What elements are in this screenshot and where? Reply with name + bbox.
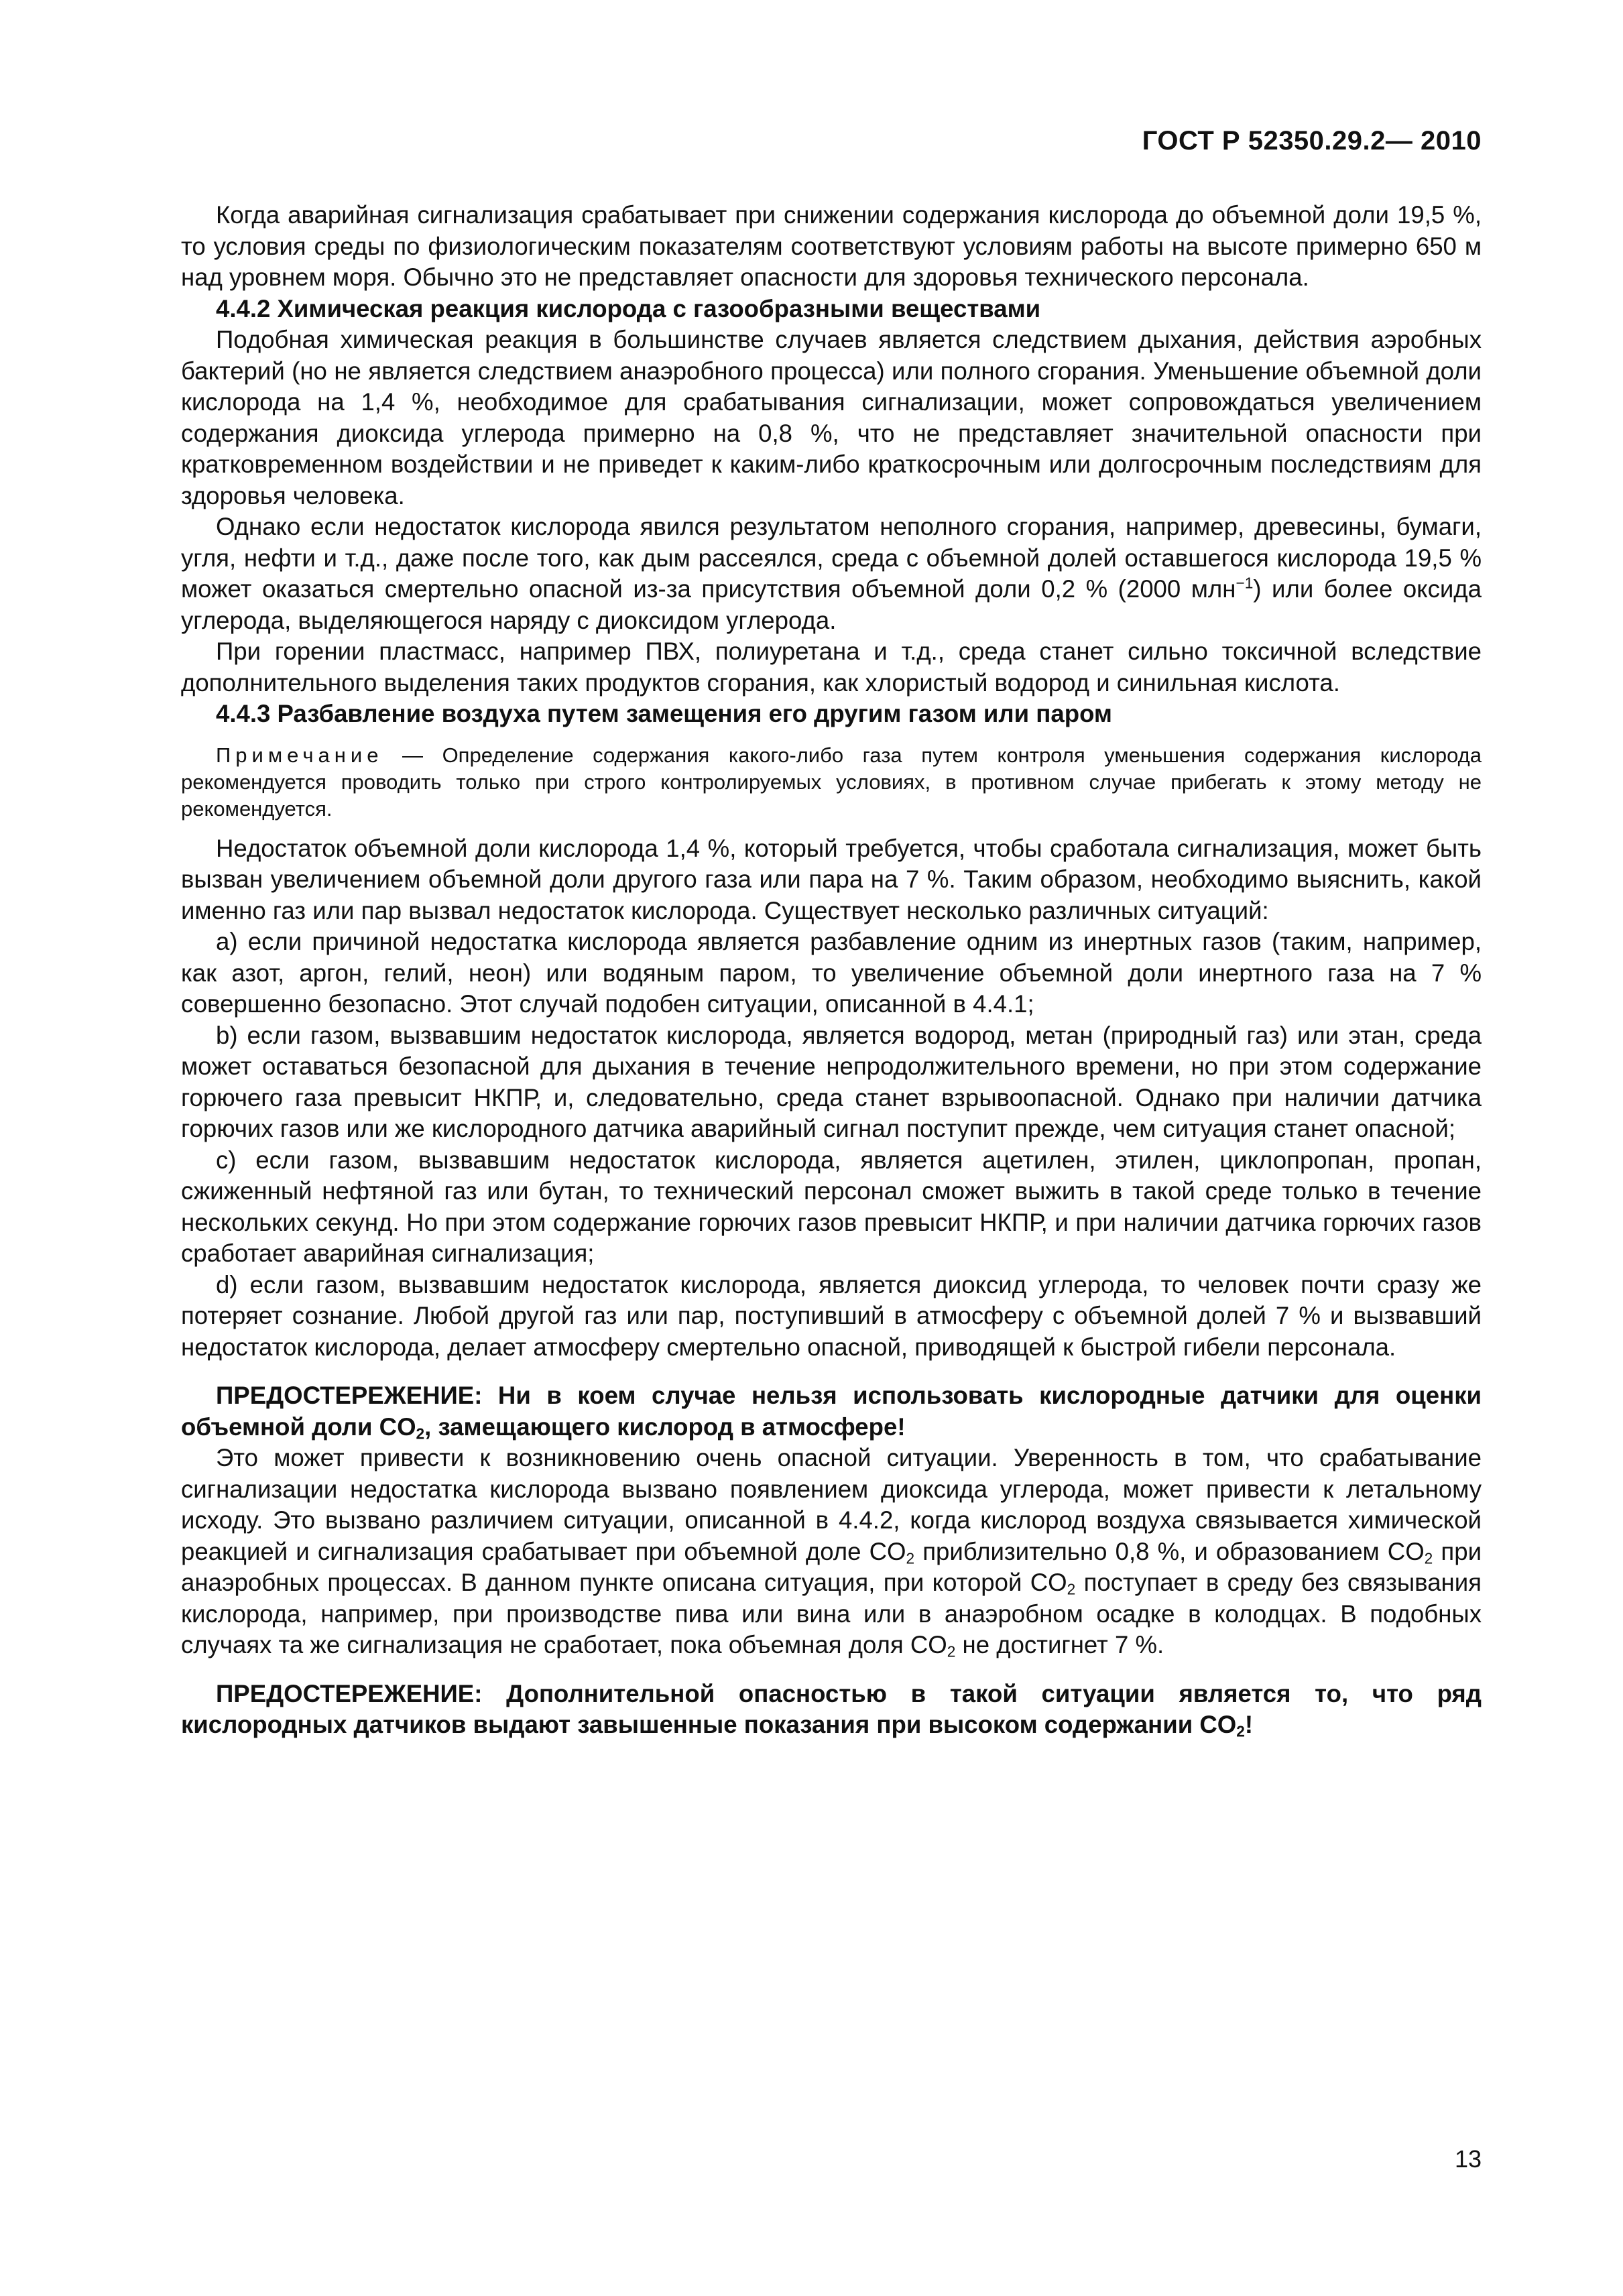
text-run: ПРЕДОСТЕРЕЖЕНИЕ: Дополнительной опасностью в такой ситуации является то, что ряд кислородных датчиков выдают завышенные показания при высоком содержании CO xyxy=(181,1679,1482,1738)
text-run: поступает в среду без связывания кислорода, например, при производстве пива или вина или в анаэробном осадке в колодцах. В подобных случаях та же сигнализация не сработает, пока объемная доля CO xyxy=(181,1569,1482,1658)
paragraph-incomplete-combustion xyxy=(181,511,1482,636)
paragraph-dangerous-situation xyxy=(181,1443,1482,1661)
paragraph-plastics-combustion: При горении пластмасс, например ПВХ, полиуретана и т.д., среда станет сильно токсичной вследствие дополнительного выделения таких продуктов сгорания, как хлористый водород и синильная кислота. xyxy=(181,638,1482,697)
note xyxy=(181,742,1482,823)
subscript: 2 xyxy=(416,1425,425,1443)
page-header-standard: ГОСТ Р 52350.29.2— 2010 xyxy=(1142,126,1482,156)
warning-co2-sensors xyxy=(181,1380,1482,1443)
paragraph-oxygen-alarm: Когда аварийная сигнализация срабатывает при снижении содержания кислорода до объемной доли 19,5 %, то условия среды по физиологическим показателям соответствуют условиям работы на высоте примерно 650 м над уровнем моря. Обычно это не представляет опасности для здоровья технического персонала. xyxy=(181,201,1482,291)
body-text xyxy=(181,200,1482,1741)
text-run: ПРЕДОСТЕРЕЖЕНИЕ: Ни в коем случае нельзя использовать кислородные датчики для оценки объемной доли CO xyxy=(181,1382,1482,1441)
note-text: — Определение содержания какого-либо газа путем контроля уменьшения содержания кислорода рекомендуется проводить только при строго контролируемых условиях, в противном случае прибегать к этому методу не рекомендуется. xyxy=(181,743,1482,821)
subscript: 2 xyxy=(1236,1722,1245,1740)
text-run: приблизительно 0,8 %, и образованием CO xyxy=(914,1537,1425,1565)
list-item-a: a) если причиной недостатка кислорода является разбавление одним из инертных газов (таким, например, как азот, аргон, гелий, неон) или водяным паром, то увеличение объемной доли инертного газа на 7 % совершенно безопасно. Этот случай подобен ситуации, описанной в 4.4.1; xyxy=(181,928,1482,1018)
subscript: 2 xyxy=(906,1549,915,1567)
text-run: Однако если недостаток кислорода явился результатом неполного сгорания, например, древесины, бумаги, угля, нефти и т.д., даже после того, как дым рассеялся, среда с объемной долей оставшегося кислорода 19,5 % может оказаться смертельно опасной из-за присутствия объемной доли 0,2 % (2000 млн xyxy=(181,513,1482,603)
section-heading-4-4-2: 4.4.2 Химическая реакция кислорода с газообразными веществами xyxy=(216,294,1041,322)
paragraph-oxygen-deficit: Недостаток объемной доли кислорода 1,4 %, который требуется, чтобы сработала сигнализация, может быть вызван увеличением объемной доли другого газа или пара на 7 %. Таким образом, необходимо выяснить, какой именно газ или пар вызвал недостаток кислорода. Существует несколько различных ситуаций: xyxy=(181,834,1482,924)
warning-sensor-overreading xyxy=(181,1679,1482,1741)
list-item-d: d) если газом, вызвавшим недостаток кислорода, является диоксид углерода, то человек почти сразу же потеряет сознание. Любой другой газ или пар, поступивший в атмосферу с объемной долей 7 % и вызвавший недостаток кислорода, делает атмосферу смертельно опасной, приводящей к быстрой гибели персонала. xyxy=(181,1270,1482,1361)
text-run: , замещающего кислород в атмосфере! xyxy=(424,1412,906,1441)
page-number: 13 xyxy=(1454,2145,1482,2173)
subscript: 2 xyxy=(947,1642,956,1660)
text-run: не достигнет 7 %. xyxy=(955,1631,1164,1658)
list-item-b: b) если газом, вызвавшим недостаток кислорода, является водород, метан (природный газ) или этан, среда может оставаться безопасной для дыхания в течение непродолжительного времени, но при этом содержание горючего газа превысит НКПР, и, следовательно, среда станет взрывоопасной. Однако при наличии датчика горючих газов или же кислородного датчика аварийный сигнал поступит прежде, чем ситуация станет опасной; xyxy=(181,1021,1482,1142)
note-label: Примечание xyxy=(216,743,383,767)
text-run: при анаэробных процессах. В данном пункте описана ситуация, при которой CO xyxy=(181,1537,1482,1596)
list-item-c: c) если газом, вызвавшим недостаток кислорода, является ацетилен, этилен, циклопропан, пропан, сжиженный нефтяной газ или бутан, то технический персонал сможет выжить в такой среде только в течение нескольких секунд. Но при этом содержание горючих газов превысит НКПР, и при наличии датчика горючих газов сработает аварийная сигнализация; xyxy=(181,1146,1482,1267)
text-run: ! xyxy=(1244,1711,1254,1738)
text-run: Это может привести к возникновению очень опасной ситуации. Уверенность в том, что срабатывание сигнализации недостатка кислорода вызвано появлением диоксида углерода, может привести к летальному исходу. Это вызвано различием ситуации, описанной в 4.4.2, когда кислород воздуха связывается химической реакцией и сигнализация срабатывает при объемной доле CO xyxy=(181,1444,1482,1565)
subscript: 2 xyxy=(1067,1580,1076,1598)
superscript: −1 xyxy=(1236,574,1254,592)
text-run: ) или более оксида углерода, выделяющегося наряду с диоксидом углерода. xyxy=(181,575,1482,634)
subscript: 2 xyxy=(1424,1549,1433,1567)
paragraph-chemical-reaction: Подобная химическая реакция в большинстве случаев является следствием дыхания, действия аэробных бактерий (но не является следствием анаэробного процесса) или полного сгорания. Уменьшение объемной доли кислорода на 1,4 %, необходимое для срабатывания сигнализации, может сопровождаться увеличением содержания диоксида углерода примерно на 0,8 %, что не представляет значительной опасности при кратковременном воздействии и не приведет к каким-либо краткосрочным или долгосрочным последствиям для здоровья человека. xyxy=(181,326,1482,509)
section-heading-4-4-3: 4.4.3 Разбавление воздуха путем замещения его другим газом или паром xyxy=(216,700,1112,727)
